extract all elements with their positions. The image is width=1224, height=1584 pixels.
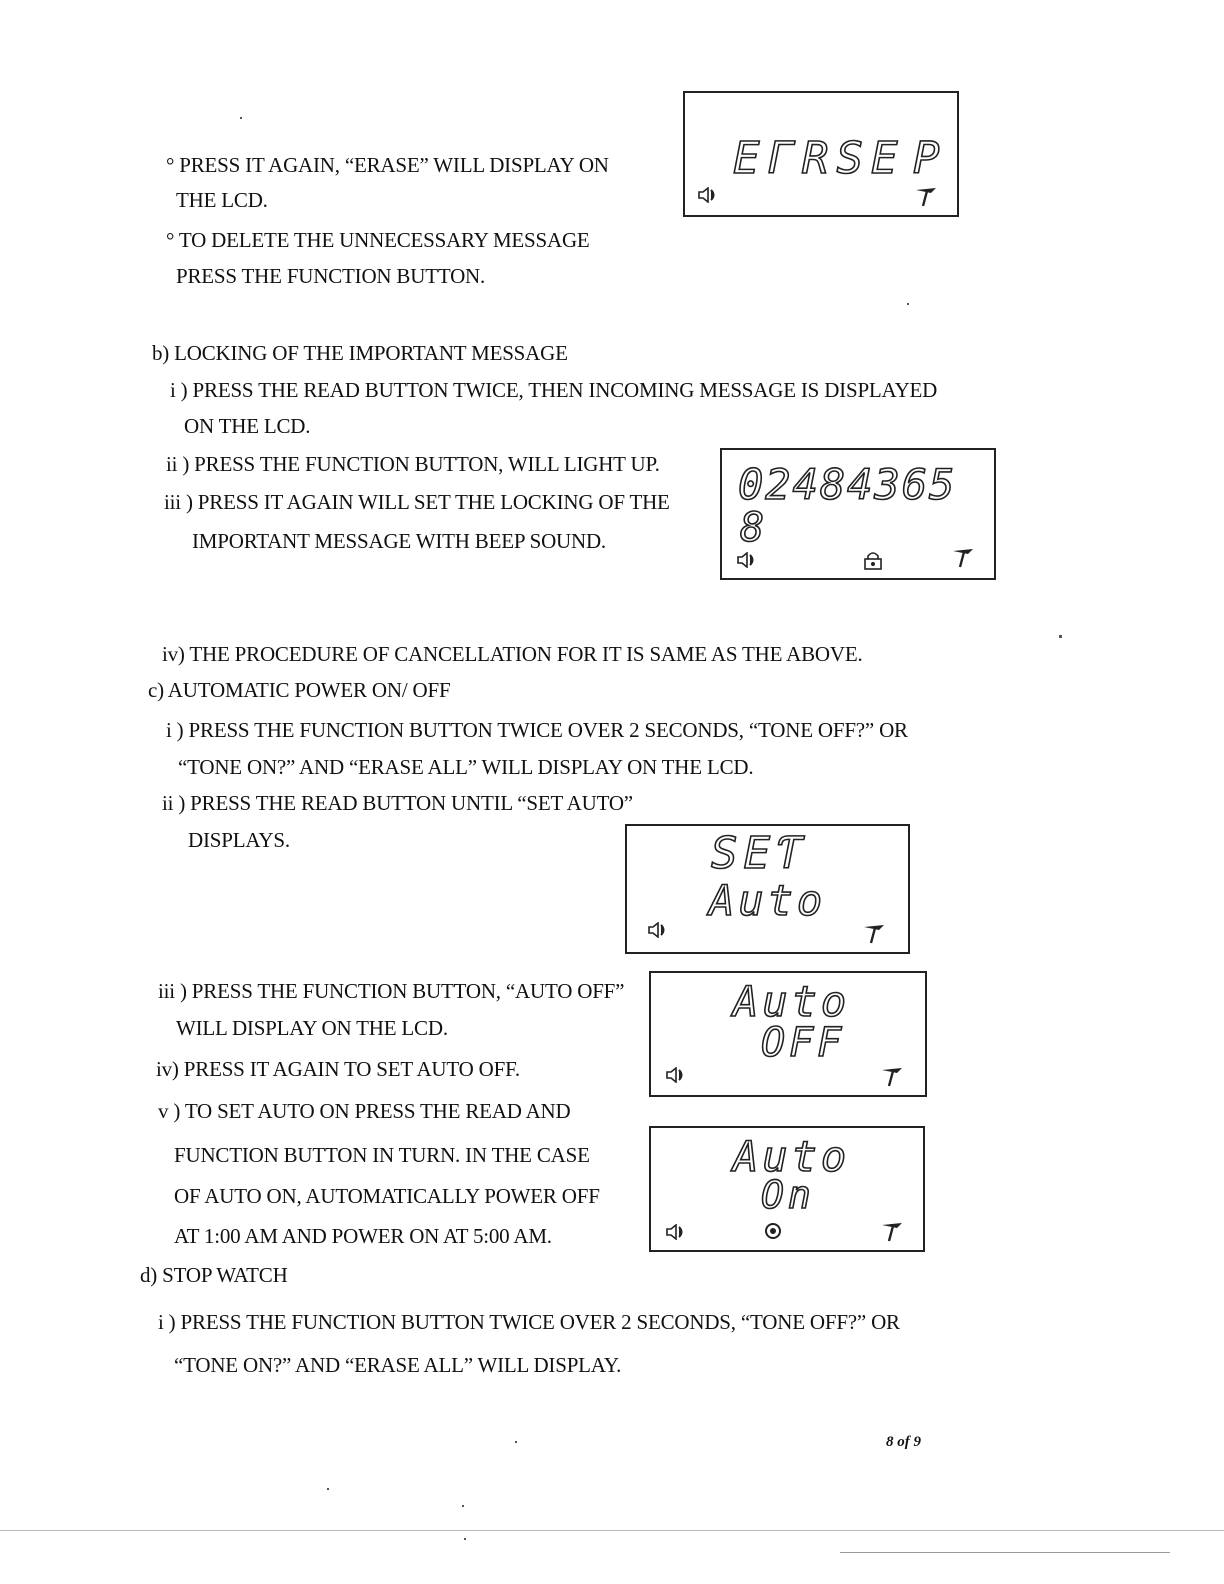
bullet-delete-message: ° TO DELETE THE UNNECESSARY MESSAGE — [166, 228, 590, 252]
antenna-icon — [881, 1222, 903, 1242]
step-b-ii: ii ) PRESS THE FUNCTION BUTTON, WILL LIGHT UP. — [166, 452, 660, 476]
scan-speck — [327, 1488, 329, 1490]
lcd-off-text: OFF — [761, 1020, 846, 1066]
antenna-icon — [863, 924, 885, 944]
lcd-on-text: On — [761, 1173, 815, 1217]
step-c-v-cont2: OF AUTO ON, AUTOMATICALLY POWER OFF — [174, 1184, 600, 1208]
lcd-auto-text: Auto — [733, 977, 851, 1026]
speaker-icon — [736, 552, 758, 568]
lcd-erase-tail: P — [913, 133, 940, 184]
antenna-icon — [881, 1067, 903, 1087]
step-c-iii-cont: WILL DISPLAY ON THE LCD. — [176, 1016, 448, 1040]
step-c-ii: ii ) PRESS THE READ BUTTON UNTIL “SET AUTO” — [162, 791, 633, 815]
lock-icon — [862, 550, 884, 570]
speaker-icon — [665, 1067, 687, 1083]
scan-speck — [515, 1441, 517, 1443]
step-c-iv: iv) PRESS IT AGAIN TO SET AUTO OFF. — [156, 1057, 520, 1081]
lcd-auto-on-display — [649, 1126, 925, 1252]
step-c-iii: iii ) PRESS THE FUNCTION BUTTON, “AUTO OFF” — [158, 979, 625, 1003]
step-b-iii: iii ) PRESS IT AGAIN WILL SET THE LOCKING OF THE — [164, 490, 670, 514]
power-indicator-icon — [764, 1222, 782, 1240]
step-d-i-cont: “TONE ON?” AND “ERASE ALL” WILL DISPLAY. — [174, 1353, 622, 1377]
antenna-icon — [915, 187, 937, 207]
step-b-i: i ) PRESS THE READ BUTTON TWICE, THEN INCOMING MESSAGE IS DISPLAYED — [170, 378, 938, 402]
heading-stop-watch: d) STOP WATCH — [140, 1263, 288, 1287]
speaker-icon — [665, 1224, 687, 1240]
scan-line — [840, 1552, 1170, 1553]
bullet-erase-display: ° PRESS IT AGAIN, “ERASE” WILL DISPLAY ON — [166, 153, 609, 177]
page-number: 8 of 9 — [886, 1434, 921, 1450]
step-c-i-cont: “TONE ON?” AND “ERASE ALL” WILL DISPLAY ON THE LCD. — [178, 755, 754, 779]
scan-speck — [462, 1505, 464, 1507]
heading-locking: b) LOCKING OF THE IMPORTANT MESSAGE — [152, 341, 568, 365]
scan-speck — [907, 303, 909, 305]
step-c-v-cont1: FUNCTION BUTTON IN TURN. IN THE CASE — [174, 1143, 590, 1167]
speaker-icon — [697, 187, 719, 203]
lcd-erase-text: EΓRSE — [733, 133, 906, 184]
text-the-lcd: THE LCD. — [176, 188, 268, 212]
step-b-i-cont: ON THE LCD. — [184, 414, 311, 438]
heading-auto-power: c) AUTOMATIC POWER ON/ OFF — [148, 678, 451, 702]
scan-speck — [240, 117, 242, 119]
step-d-i: i ) PRESS THE FUNCTION BUTTON TWICE OVER 2 SECONDS, “TONE OFF?” OR — [158, 1310, 900, 1334]
lcd-digit-text: 8 — [740, 505, 765, 551]
step-c-i: i ) PRESS THE FUNCTION BUTTON TWICE OVER 2 SECONDS, “TONE OFF?” OR — [166, 718, 908, 742]
lcd-number-text: 02484365 — [738, 460, 957, 509]
lcd-set-text: SEƬ — [711, 828, 809, 879]
scan-speck — [464, 1538, 466, 1540]
step-b-iv: iv) THE PROCEDURE OF CANCELLATION FOR IT IS SAME AS THE ABOVE. — [162, 642, 863, 666]
antenna-icon — [952, 548, 974, 568]
lcd-number-display — [720, 448, 996, 580]
scan-line — [0, 1530, 1224, 1531]
step-b-iii-cont: IMPORTANT MESSAGE WITH BEEP SOUND. — [192, 529, 606, 553]
step-c-v-cont3: AT 1:00 AM AND POWER ON AT 5:00 AM. — [174, 1224, 552, 1248]
speaker-icon — [647, 922, 669, 938]
step-c-v: v ) TO SET AUTO ON PRESS THE READ AND — [158, 1099, 571, 1123]
lcd-set-auto-display — [625, 824, 910, 954]
scan-speck — [1059, 635, 1062, 638]
lcd-auto-off-display — [649, 971, 927, 1097]
text-press-function: PRESS THE FUNCTION BUTTON. — [176, 264, 486, 288]
lcd-auto-text: Auto — [733, 1132, 851, 1181]
lcd-erase-display — [683, 91, 959, 217]
step-c-ii-cont: DISPLAYS. — [188, 828, 290, 852]
lcd-auto-text: Auto — [709, 876, 827, 925]
